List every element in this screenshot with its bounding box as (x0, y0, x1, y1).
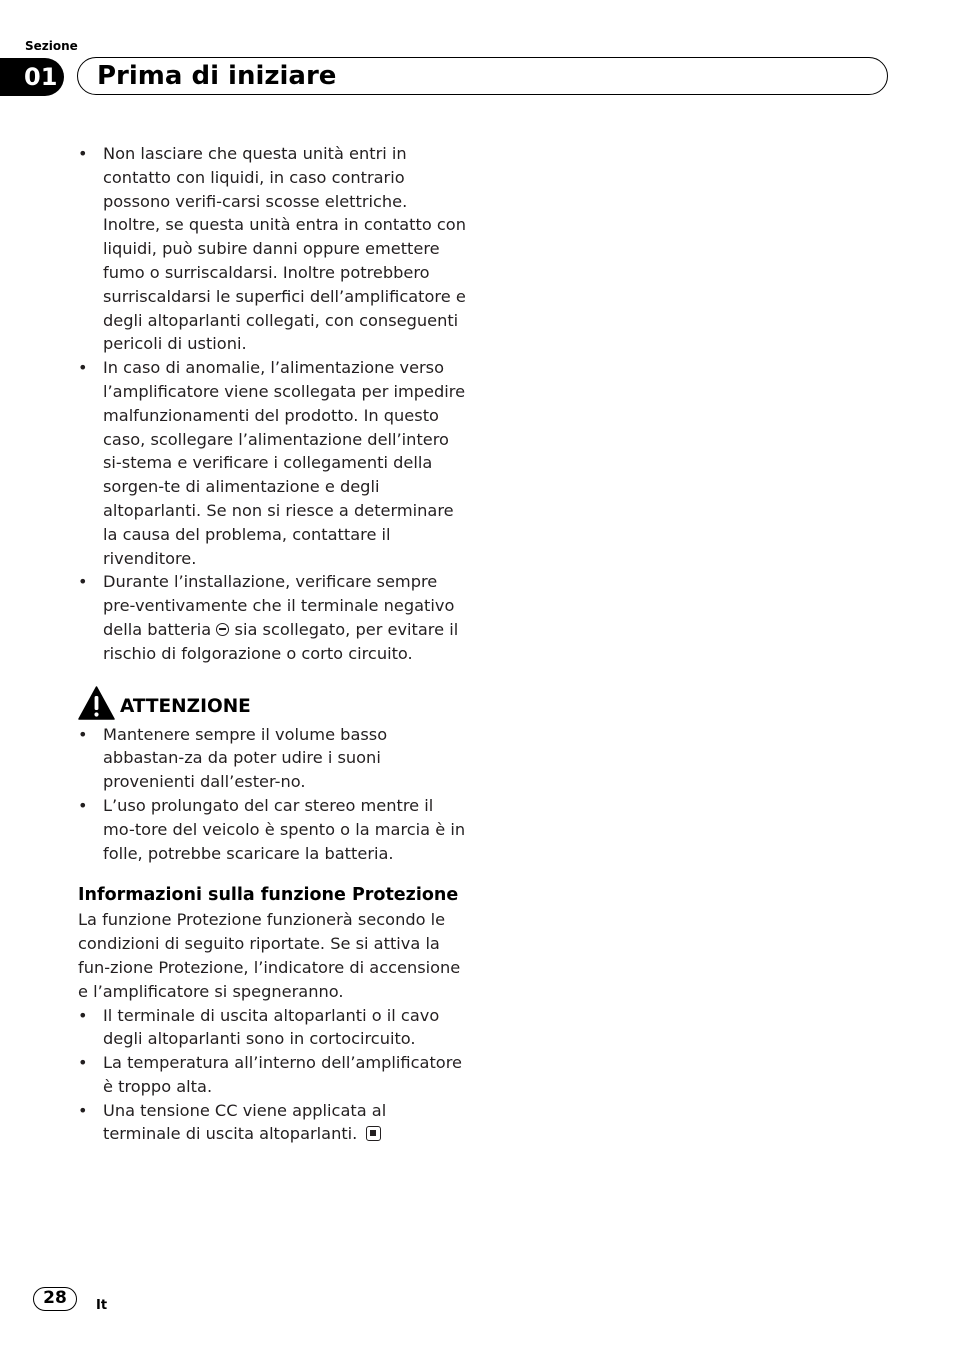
list-item-text: In caso di anomalie, l’alimentazione verso l’amplificatore viene scollegata per impedire malfunzionamenti del prodotto. In questo caso, scollegare l’alimentazione dell’intero si-stema e verificare i collegamenti della sorgen-te di alimentazione e degli altoparlanti. Se non si riesce a determinare la causa del problema, contattare il rivenditore. (103, 358, 466, 568)
end-of-section-icon (366, 1126, 381, 1141)
list-item-text: Mantenere sempre il volume basso abbastan-za da poter udire i suoni provenienti dall’ester-no. (103, 724, 388, 792)
bullet: • (78, 144, 88, 163)
bullet: • (78, 1005, 88, 1025)
list-item-text: Il terminale di uscita altoparlanti o il cavo degli altoparlanti sono in cortocircuito. (103, 1005, 440, 1049)
caution-list (78, 723, 468, 866)
list-item (78, 1004, 468, 1052)
protection-intro: La funzione Protezione funzionerà secondo le condizioni di seguito riportate. Se si attiva la fun-zione Protezione, l’indicatore di accensione e l’amplificatore si spegneranno. (78, 910, 461, 1001)
negative-terminal-icon (216, 623, 229, 636)
protection-list (78, 1004, 468, 1147)
language-code: It (96, 1298, 108, 1313)
page-number: 28 (33, 1287, 77, 1311)
main-column (78, 142, 468, 1146)
bullet: • (78, 1100, 88, 1120)
bullet: • (78, 724, 88, 744)
caution-heading: ATTENZIONE (120, 695, 251, 717)
list-item-text: sia scollegato, per evitare il rischio di folgorazione o corto circuito. (103, 619, 459, 663)
list-item-text: La temperatura all’interno dell’amplificatore è troppo alta. (103, 1053, 462, 1096)
list-item-text: Durante l’installazione, verificare sempre pre-ventivamente che il terminale negativo della batteria (103, 572, 455, 639)
list-item (78, 570, 468, 665)
bullet: • (78, 358, 88, 378)
section-label: Sezione (25, 39, 78, 53)
list-item (78, 356, 468, 570)
warning-triangle-icon (78, 686, 115, 720)
bullet: • (78, 572, 88, 592)
bullet: • (78, 795, 88, 815)
list-item (78, 794, 468, 865)
caution-header (78, 685, 468, 723)
list-item (78, 1051, 468, 1099)
list-item (78, 723, 468, 794)
list-item-text: L’uso prolungato del car stereo mentre il mo-tore del veicolo è spento o la marcia è in folle, potrebbe scaricare la batteria. (103, 795, 466, 863)
protection-heading: Informazioni sulla funzione Protezione (78, 885, 459, 906)
page-title: Prima di iniziare (97, 61, 337, 91)
list-item (78, 1099, 468, 1147)
list-item-text: Una tensione CC viene applicata al terminale di uscita altoparlanti. (103, 1100, 387, 1144)
list-item-text: Non lasciare che questa unità entri in contatto con liquidi, in caso contrario possono verifi-carsi scosse elettriche. Inoltre, se questa unità entra in contatto con liquidi, può subire danni oppure emettere fumo o surriscaldarsi. Inoltre potrebbero surriscaldarsi le superfici dell’amplificatore e degli altoparlanti collegati, con conseguenti pericoli di ustioni. (103, 144, 466, 354)
section-number: 01 (0, 58, 64, 96)
list-item (78, 142, 468, 356)
page-title-box (77, 57, 888, 95)
bullet: • (78, 1053, 88, 1073)
warning-list (78, 142, 468, 666)
